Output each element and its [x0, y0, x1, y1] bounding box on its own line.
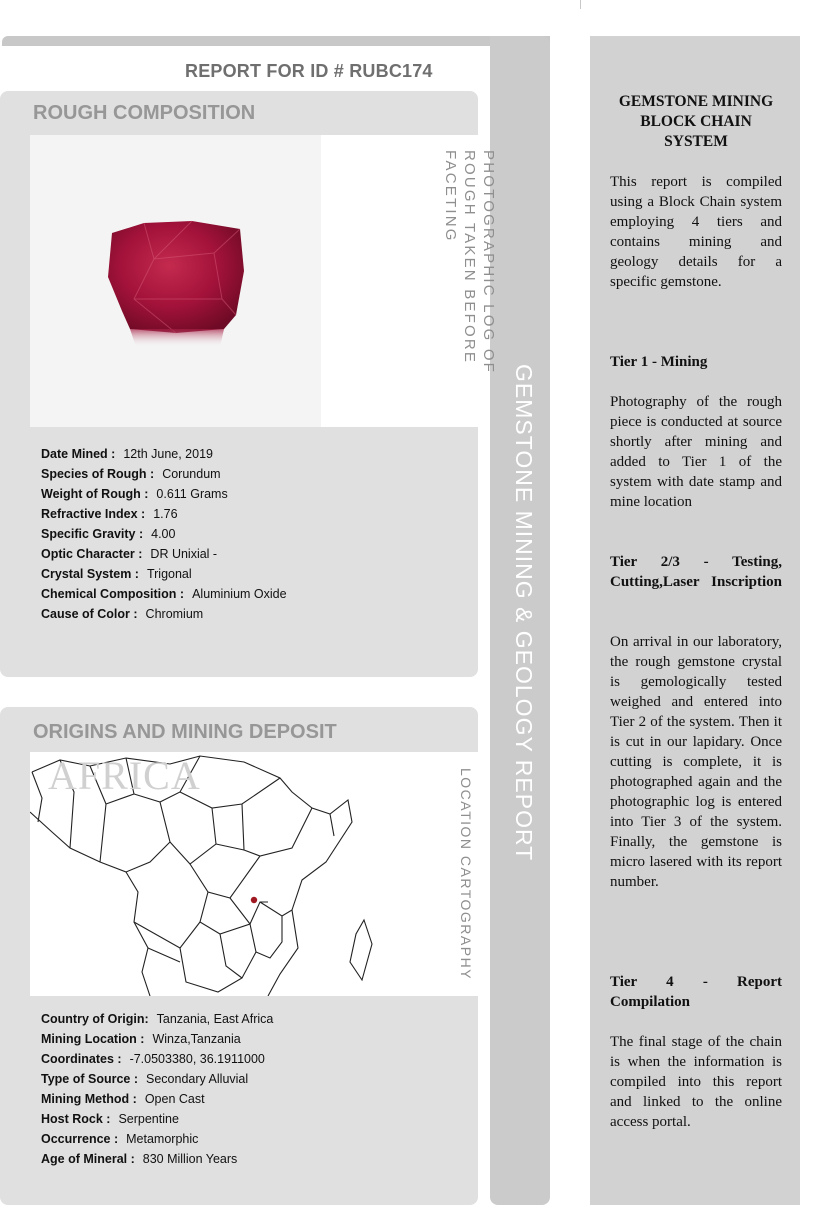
tier23-text: On arrival in our laboratory, the rough gemstone crystal is gemologically tested weighed and entered into Tier 2 of the system. Then it is cut in our lapidary. Once cutting is complete, it is photographed again and the photographic log is entered into Tier 3 of the system. Finally, the gemstone is micro lasered with its report number.: [610, 634, 782, 890]
tier4-title: Tier 4 - Report Compilation: [610, 974, 782, 1010]
origin-details-list: [41, 1009, 273, 1169]
header-bar: [2, 36, 550, 46]
detail-row-weight: Weight of Rough : 0.611 Grams: [41, 487, 228, 501]
detail-row-crystal-system: Crystal System : Trigonal: [41, 567, 192, 581]
detail-row-mining-location: Mining Location : Winza,Tanzania: [41, 1032, 241, 1046]
rough-gem-image: [104, 219, 246, 347]
location-map: [30, 752, 478, 996]
detail-row-refractive-index: Refractive Index : 1.76: [41, 507, 178, 521]
location-cartography-caption: LOCATION CARTOGRAPHY: [458, 768, 474, 981]
top-divider-tick: [580, 0, 581, 9]
detail-row-date-mined: Date Mined : 12th June, 2019: [41, 447, 213, 461]
detail-row-host-rock: Host Rock : Serpentine: [41, 1112, 179, 1126]
rough-composition-title: ROUGH COMPOSITION: [33, 102, 256, 124]
detail-row-chemical-composition: Chemical Composition : Aluminium Oxide: [41, 587, 287, 601]
tier1-text: Photography of the rough piece is conducted at source shortly after mining and added to Tier 1 of the system with date stamp and mine location: [610, 394, 782, 510]
tier4-text: The final stage of the chain is when the information is compiled into this report and linked to the online access portal.: [610, 1034, 782, 1130]
blockchain-heading: GEMSTONE MINING BLOCK CHAIN SYSTEM: [618, 93, 774, 150]
rough-details-list: [41, 444, 287, 624]
map-region-label: AFRICA: [48, 753, 201, 798]
detail-row-occurrence: Occurrence : Metamorphic: [41, 1132, 199, 1146]
detail-row-mineral-age: Age of Mineral : 830 Million Years: [41, 1152, 238, 1166]
rough-photo-area: [30, 135, 478, 427]
detail-row-species: Species of Rough : Corundum: [41, 467, 221, 481]
detail-row-coordinates: Coordinates : -7.0503380, 36.1911000: [41, 1052, 265, 1066]
tier1-title: Tier 1 - Mining: [610, 354, 708, 370]
report-id-title: REPORT FOR ID # RUBC174: [185, 61, 433, 81]
blockchain-intro-text: This report is compiled using a Block Chain system employing 4 tiers and contains mining and geology details for a specific gemstone.: [610, 174, 782, 290]
tier23-title: Tier 2/3 - Testing, Cutting,Laser Inscription: [610, 554, 782, 590]
detail-row-country: Country of Origin: Tanzania, East Africa: [41, 1012, 274, 1026]
report-vertical-title: GEMSTONE MINING & GEOLOGY REPORT: [511, 364, 537, 862]
detail-row-specific-gravity: Specific Gravity : 4.00: [41, 527, 176, 541]
origins-title: ORIGINS AND MINING DEPOSIT: [33, 721, 337, 743]
detail-row-source-type: Type of Source : Secondary Alluvial: [41, 1072, 249, 1086]
detail-row-mining-method: Mining Method : Open Cast: [41, 1092, 205, 1106]
photo-log-caption: PHOTOGRAPHIC LOG OF ROUGH TAKEN BEFORE FACETING: [442, 150, 497, 375]
detail-row-optic-character: Optic Character : DR Unixial -: [41, 547, 218, 561]
detail-row-cause-of-color: Cause of Color : Chromium: [41, 607, 204, 621]
